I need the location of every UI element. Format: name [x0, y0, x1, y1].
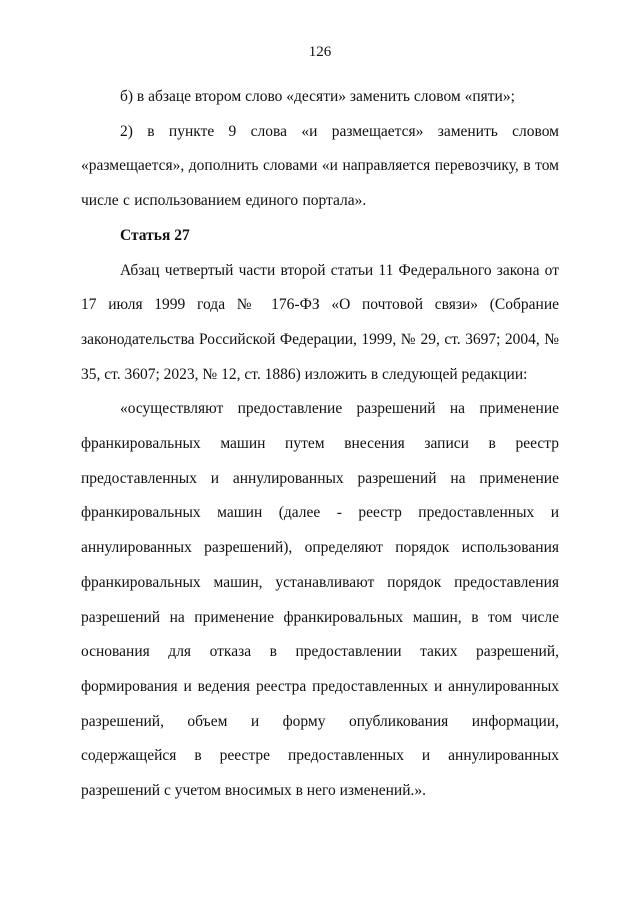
paragraph-item-2: 2) в пункте 9 слова «и размещается» заменить словом «размещается», дополнить словами «и направляется перевозчику, в том числе с использованием единого портала».	[81, 122, 559, 210]
paragraph-subitem-b: б) в абзаце втором слово «десяти» заменить словом «пяти»;	[120, 88, 515, 105]
article-heading: Статья 27	[120, 226, 190, 244]
document-body	[81, 80, 559, 809]
paragraph-amendment-text: «осуществляют предоставление разрешений на применение франкировальных машин путем внесения записи в реестр предоставленных и аннулированных разрешений на применение франкировальных машин (далее - реестр предоставленных и аннулированных разрешений), определяют порядок использования франкировальных машин, устанавливают порядок предоставления разрешений на применение франкировальных машин, в том числе основания для отказа в предоставлении таких разрешений, формирования и ведения реестра предоставленных и аннулированных разрешений, объем и форму опубликования информации, содержащейся в реестре предоставленных и аннулированных разрешений с учетом вносимых в него изменений.».	[81, 400, 559, 800]
page-number: 126	[308, 44, 332, 60]
paragraph-amendment-intro: Абзац четвертый части второй статьи 11 Федерального закона от 17 июля 1999 года № 176-ФЗ «О почтовой связи» (Собрание законодательства Российской Федерации, 1999, № 29, ст. 3697; 2004, № 35, ст. 3607; 2023, № 12, ст. 1886) изложить в следующей редакции:	[81, 261, 559, 383]
